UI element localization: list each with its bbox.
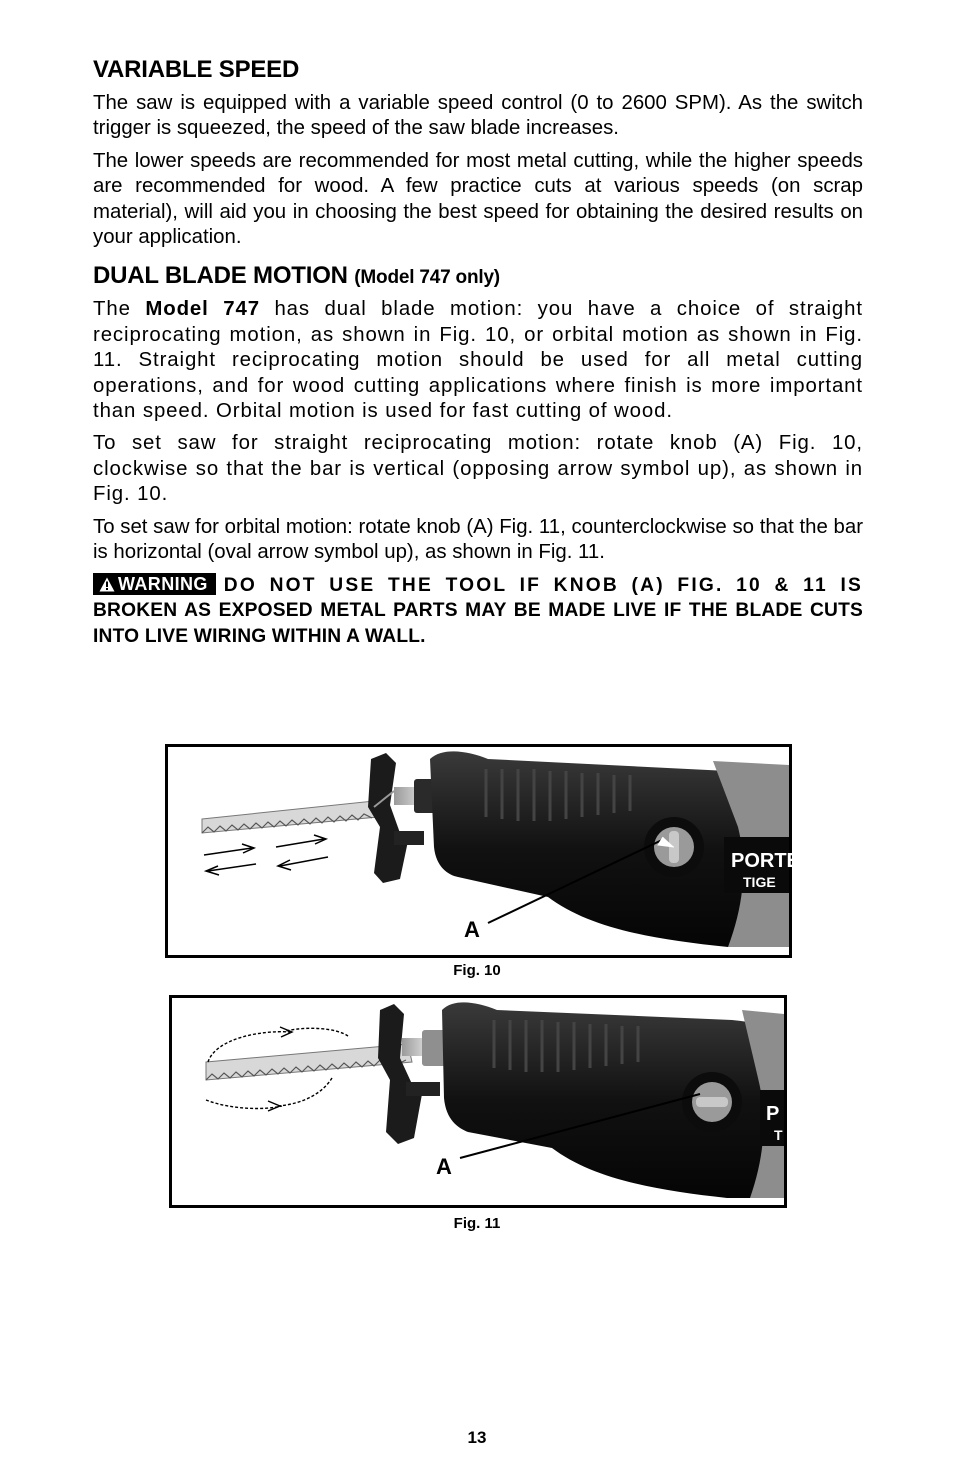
brand-text-line1: PORTE [731, 850, 800, 872]
figure-11-photo [169, 995, 787, 1208]
orbital-motion-instruction: To set saw for orbital motion: rotate knob (A) Fig. 11, counterclockwise so that the bar is horizontal (oval arrow symbol up), as shown in Fig. 11. [93, 515, 863, 564]
figure-11-caption: Fig. 11 [453, 1215, 501, 1232]
brand-text-line2: TIGE [743, 874, 776, 890]
callout-label-a: A [436, 1154, 452, 1179]
orbit-knob-bar [696, 1097, 728, 1107]
page-content [93, 54, 863, 649]
straight-motion-instruction: To set saw for straight reciprocating motion: rotate knob (A) Fig. 10, clockwise so that the bar is vertical (opposing arrow symbol up), as shown in Fig. 10. [93, 432, 863, 506]
saw-blade [202, 801, 378, 833]
figure-10-caption: Fig. 10 [453, 962, 501, 979]
brand-text-line1: P [766, 1103, 780, 1125]
variable-speed-paragraph-2: The lower speeds are recommended for most metal cutting, while the higher speeds are recommended for wood. A few practice cuts at various speeds (on scrap material), will aid you in choosing the best speed for obtaining the desired results on your application. [93, 149, 863, 249]
variable-speed-heading: VARIABLE SPEED [93, 56, 300, 83]
page-number: 13 [467, 1428, 487, 1447]
figure-10-photo [165, 744, 800, 958]
model-747-bold: Model 747 [145, 298, 260, 321]
straight-motion-arrows [204, 835, 328, 875]
saw-shoe [368, 753, 434, 883]
saw-orbital-motion-illustration [172, 998, 784, 1205]
warning-triangle-icon [99, 577, 115, 592]
dual-blade-motion-paragraph-1 [93, 297, 863, 424]
dual-blade-motion-heading [93, 260, 863, 294]
warning-text-first: DO NOT USE THE TOOL IF KNOB (A) FIG. 10 & 11 IS [223, 574, 863, 596]
dual-blade-motion-subtitle: (Model 747 only) [354, 267, 500, 289]
brand-text-line2: T [774, 1127, 783, 1143]
p1-prefix: The [93, 298, 146, 321]
callout-label-a: A [464, 917, 480, 942]
warning-text-rest: BROKEN AS EXPOSED METAL PARTS MAY BE MADE LIVE IF THE BLADE CUTS INTO LIVE WIRING WITHIN A WALL. [93, 600, 863, 647]
dual-blade-motion-title: DUAL BLADE MOTION [93, 262, 348, 290]
saw-straight-motion-illustration [168, 747, 800, 955]
variable-speed-paragraph-1: The saw is equipped with a variable speed control (0 to 2600 SPM). As the switch trigger is squeezed, the speed of the saw blade increases. [93, 92, 863, 140]
warning-badge [93, 573, 216, 595]
saw-shoe [378, 1004, 440, 1144]
warning-block [93, 573, 863, 650]
warning-badge-label: WARNING [118, 573, 208, 594]
p1-rest: has dual blade motion: you have a choice of straight reciprocating motion, as shown in Fig. 10, or orbital motion as shown in Fig. 11. Straight reciprocating motion should be used for all metal cutting operations, and for wood cutting applications where finish is more important than speed. Orbital motion is used for fast cutting of wood. [93, 298, 863, 423]
